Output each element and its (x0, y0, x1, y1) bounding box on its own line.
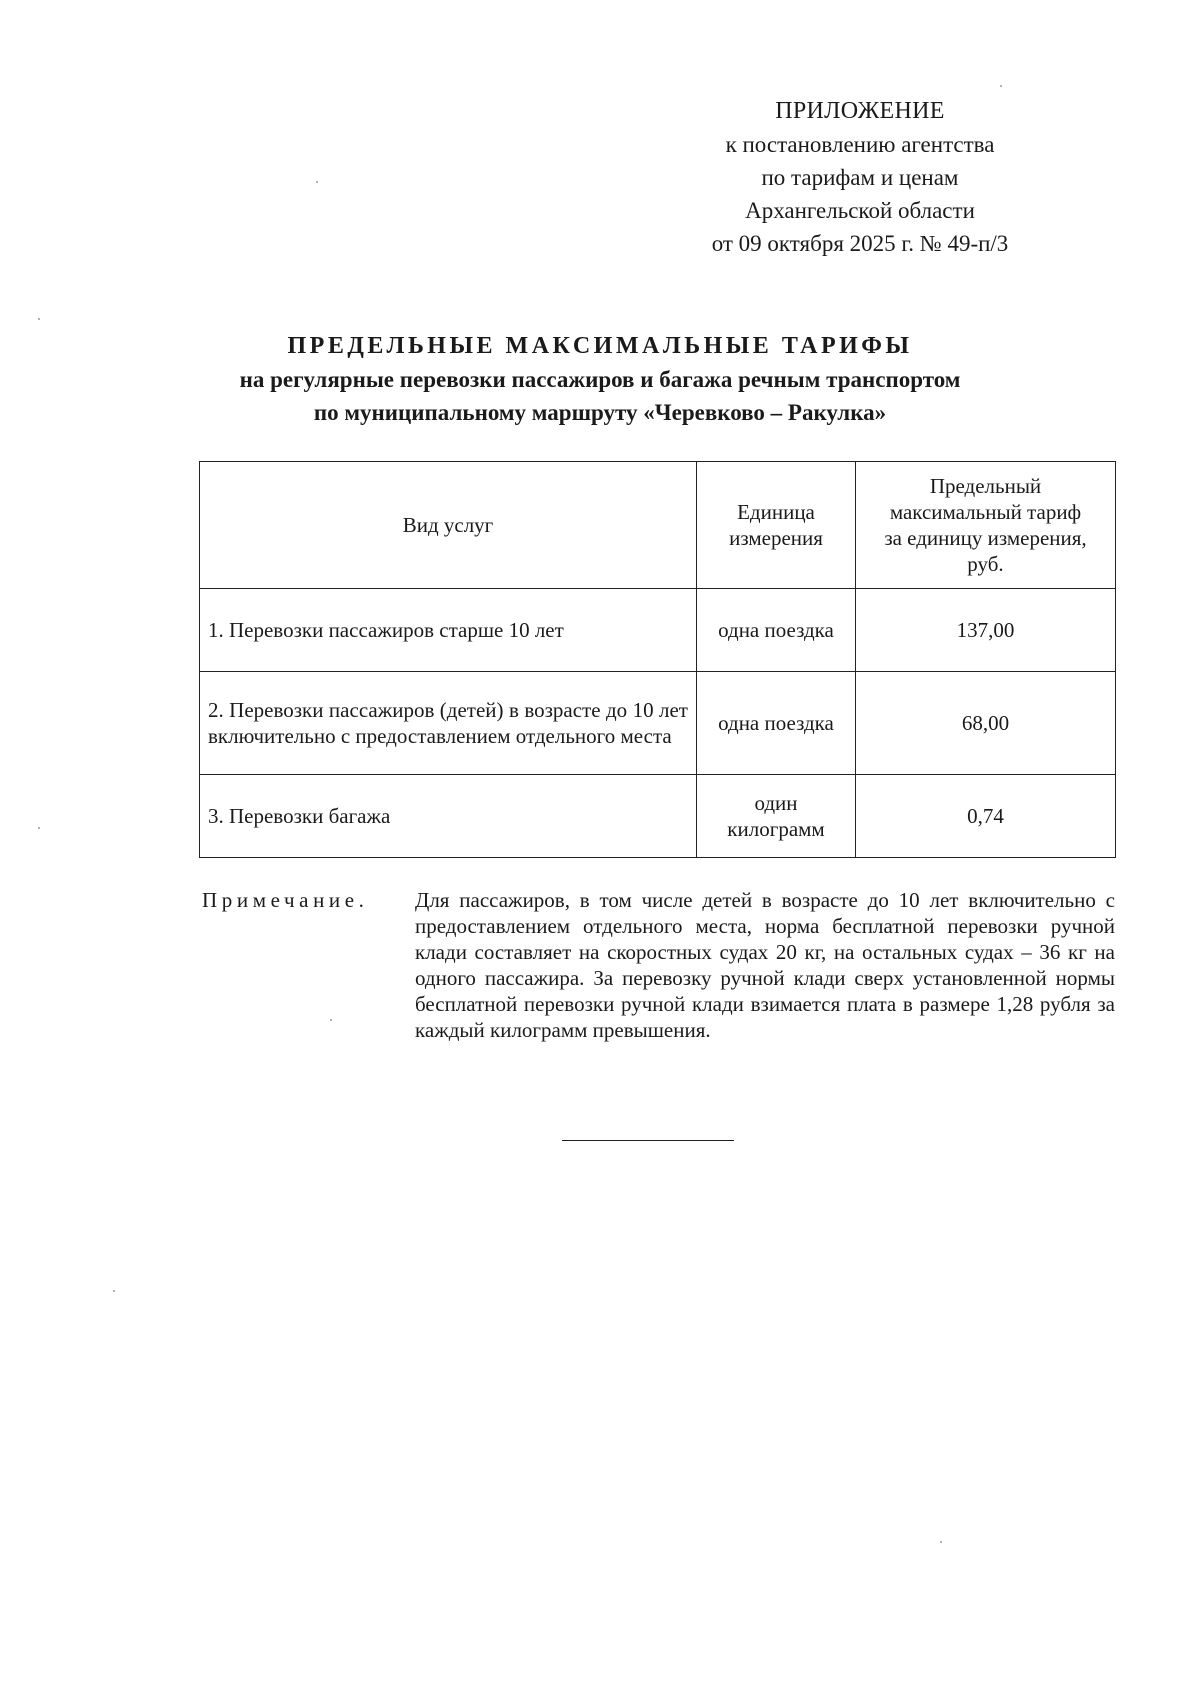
closing-rule (562, 1140, 734, 1141)
row-service: 2. Перевозки пассажиров (детей) в возрасте до 10 лет включительно с предоставлением отдельного места (200, 672, 697, 775)
row-unit (697, 775, 856, 858)
note-label: Примечание. (202, 888, 369, 912)
header-tariff (856, 462, 1116, 589)
row-tariff: 0,74 (856, 775, 1116, 858)
header-tariff-line-3: за единицу измерения, (884, 526, 1087, 550)
row-unit (697, 672, 856, 775)
header-tariff-line-2: максимальный тариф (889, 500, 1082, 524)
row-tariff: 68,00 (856, 672, 1116, 775)
title-line-2: на регулярные перевозки пассажиров и багажа речным транспортом (239, 367, 961, 392)
header-unit (697, 462, 856, 589)
note-text: Для пассажиров, в том числе детей в возрасте до 10 лет включительно с предоставлением отдельного места, норма бесплатной перевозки ручной клади составляет на скоростных судах 20 кг, на остальных судах – 36 кг на одного пассажира. За перевозку ручной клади сверх установленной нормы бесплатной перевозки ручной клади взимается плата в размере 1,28 рубля за каждый килограмм превышения. (415, 888, 1115, 1042)
header-tariff-line-1: Предельный (929, 474, 1042, 498)
scan-speck (113, 1290, 115, 1292)
table-row (200, 775, 1116, 858)
appendix-header (640, 95, 1080, 260)
row-service: 1. Перевозки пассажиров старше 10 лет (200, 589, 697, 672)
title-line-3: по муниципальному маршруту «Черевково – Ракулка» (313, 400, 887, 425)
document-title (150, 330, 1050, 429)
scan-speck (330, 1019, 332, 1021)
row-tariff: 137,00 (856, 589, 1116, 672)
scan-speck (940, 1541, 942, 1543)
table-row (200, 589, 1116, 672)
title-main: ПРЕДЕЛЬНЫЕ МАКСИМАЛЬНЫЕ ТАРИФЫ (287, 333, 913, 359)
header-service-label: Вид услуг (402, 513, 494, 537)
appendix-line-4: от 09 октября 2025 г. № 49-п/3 (711, 231, 1009, 256)
row-unit-line-1: один (754, 791, 798, 815)
scan-speck (38, 827, 40, 829)
header-tariff-line-4: руб. (967, 552, 1004, 576)
row-unit (697, 589, 856, 672)
table-header-row (200, 462, 1116, 589)
row-unit-line-2: килограмм (727, 817, 825, 841)
scan-speck (38, 318, 40, 320)
appendix-line-1: к постановлению агентства (725, 132, 995, 157)
header-unit-line-1: Единица (737, 500, 815, 524)
appendix-line-3: Архангельской области (745, 198, 975, 223)
appendix-title: ПРИЛОЖЕНИЕ (775, 98, 945, 124)
header-service (200, 462, 697, 589)
table-row (200, 672, 1116, 775)
scan-speck (1000, 85, 1002, 87)
scan-speck (316, 181, 318, 183)
row-unit-line-1: одна поездка (718, 618, 834, 642)
row-service: 3. Перевозки багажа (200, 775, 697, 858)
tariff-table (199, 461, 1116, 858)
appendix-line-2: по тарифам и ценам (761, 165, 959, 190)
header-unit-line-2: измерения (729, 526, 823, 550)
row-unit-line-1: одна поездка (718, 711, 834, 735)
